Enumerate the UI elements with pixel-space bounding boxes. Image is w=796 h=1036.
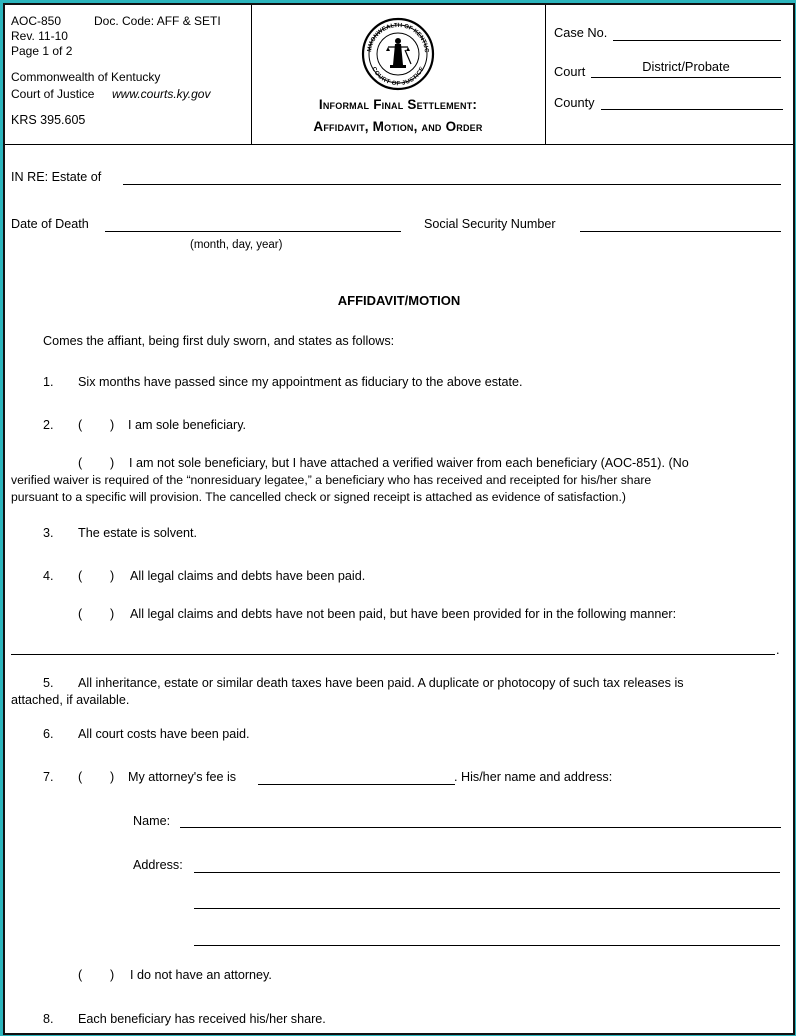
item-2a-checkbox-open[interactable]: ( — [78, 418, 83, 432]
item-4a-text: All legal claims and debts have been paid. — [130, 569, 366, 583]
item-4a-checkbox-open[interactable]: ( — [78, 569, 83, 583]
item-7-number: 7. — [43, 770, 54, 784]
item-6-number: 6. — [43, 727, 54, 741]
item-5-number: 5. — [43, 676, 54, 690]
item-3-number: 3. — [43, 526, 54, 540]
seal-text-bottom: COURT OF JUSTICE — [370, 66, 426, 88]
case-no-field[interactable] — [613, 40, 781, 41]
statute: KRS 395.605 — [11, 113, 86, 127]
form-id: AOC-850 — [11, 14, 62, 28]
date-of-death-label: Date of Death — [11, 217, 89, 231]
section-title: AFFIDAVIT/MOTION — [337, 293, 461, 308]
item-4b-checkbox-close[interactable]: ) — [110, 607, 115, 621]
form-page — [3, 3, 795, 1035]
item-1-text: Six months have passed since my appointment as fiduciary to the above estate. — [78, 375, 523, 389]
attorney-fee-label: My attorney's fee is — [128, 770, 237, 784]
item-2b-checkbox-open[interactable]: ( — [78, 456, 83, 470]
attorney-address-label: Address: — [133, 858, 183, 872]
item-7b-text: I do not have an attorney. — [130, 968, 272, 982]
item-1-number: 1. — [43, 375, 54, 389]
attorney-name-field[interactable] — [180, 827, 781, 828]
item-2b-line-1: I am not sole beneficiary, but I have attached a verified waiver from each beneficiary (AOC-851). (No — [129, 456, 689, 470]
item-2-number: 2. — [43, 418, 54, 432]
item-6-text: All court costs have been paid. — [78, 727, 250, 741]
court-field[interactable] — [591, 77, 781, 78]
item-4b-checkbox-open[interactable]: ( — [78, 607, 83, 621]
item-2b-line-3: pursuant to a specific will provision. The cancelled check or signed receipt is attached as evidence of satisfaction.) — [11, 490, 626, 504]
item-4a-checkbox-close[interactable]: ) — [110, 569, 115, 583]
intro-text: Comes the affiant, being first duly sworn, and states as follows: — [43, 334, 395, 348]
county-field[interactable] — [601, 109, 783, 110]
doc-code: Doc. Code: AFF & SETI — [94, 14, 221, 28]
date-format-hint: (month, day, year) — [190, 239, 283, 251]
item-4b-text: All legal claims and debts have not been paid, but have been provided for in the following manner: — [130, 607, 677, 621]
website-link[interactable]: www.courts.ky.gov — [112, 87, 211, 101]
attorney-address-field-2[interactable] — [194, 908, 780, 909]
item-7a-checkbox-open[interactable]: ( — [78, 770, 83, 784]
item-3-text: The estate is solvent. — [78, 526, 198, 540]
form-title-line-1: Informal Final Settlement: — [318, 97, 478, 112]
attorney-name-label: Name: — [133, 814, 171, 828]
item-8-text: Each beneficiary has received his/her share. — [78, 1012, 326, 1026]
case-no-label: Case No. — [554, 25, 608, 40]
form-title-line-2: Affidavit, Motion, and Order — [313, 119, 483, 134]
estate-name-field[interactable] — [123, 184, 781, 185]
page-number: Page 1 of 2 — [11, 44, 73, 58]
org-line-2: Court of Justice — [11, 87, 95, 101]
court-label: Court — [554, 64, 586, 79]
court-value: District/Probate — [642, 59, 730, 74]
item-5-line-1: All inheritance, estate or similar death taxes have been paid. A duplicate or photocopy of such tax releases is — [78, 676, 684, 690]
item-7b-checkbox-close[interactable]: ) — [110, 968, 115, 982]
attorney-address-field-3[interactable] — [194, 945, 780, 946]
item-2a-checkbox-close[interactable]: ) — [110, 418, 115, 432]
ssn-field[interactable] — [580, 231, 781, 232]
item-8-number: 8. — [43, 1012, 54, 1026]
date-of-death-field[interactable] — [105, 231, 401, 232]
ssn-label: Social Security Number — [424, 217, 556, 231]
revision: Rev. 11-10 — [11, 29, 68, 43]
seal-text-top: MMONWEALTH OF KENTUC — [367, 22, 430, 53]
item-4b-manner-field[interactable] — [11, 654, 775, 655]
attorney-address-field-1[interactable] — [194, 872, 780, 873]
header-bottom-border — [5, 144, 793, 145]
item-4-number: 4. — [43, 569, 54, 583]
header-divider-right — [545, 5, 546, 144]
item-4b-line-period: . — [776, 643, 780, 657]
attorney-fee-field[interactable] — [258, 784, 455, 785]
kentucky-court-seal-icon — [361, 17, 435, 91]
item-2a-text: I am sole beneficiary. — [128, 418, 247, 432]
item-2b-line-2: verified waiver is required of the “nonresiduary legatee,” a beneficiary who has received and receipted for his/her share — [11, 473, 652, 487]
attorney-name-address-label: . His/her name and address: — [454, 770, 613, 784]
item-7a-checkbox-close[interactable]: ) — [110, 770, 115, 784]
in-re-label: IN RE: Estate of — [11, 170, 102, 184]
item-5-line-2: attached, if available. — [11, 693, 130, 707]
item-7b-checkbox-open[interactable]: ( — [78, 968, 83, 982]
county-label: County — [554, 95, 595, 110]
org-line-1: Commonwealth of Kentucky — [11, 70, 161, 84]
header-divider-left — [251, 5, 252, 144]
item-2b-checkbox-close[interactable]: ) — [110, 456, 115, 470]
